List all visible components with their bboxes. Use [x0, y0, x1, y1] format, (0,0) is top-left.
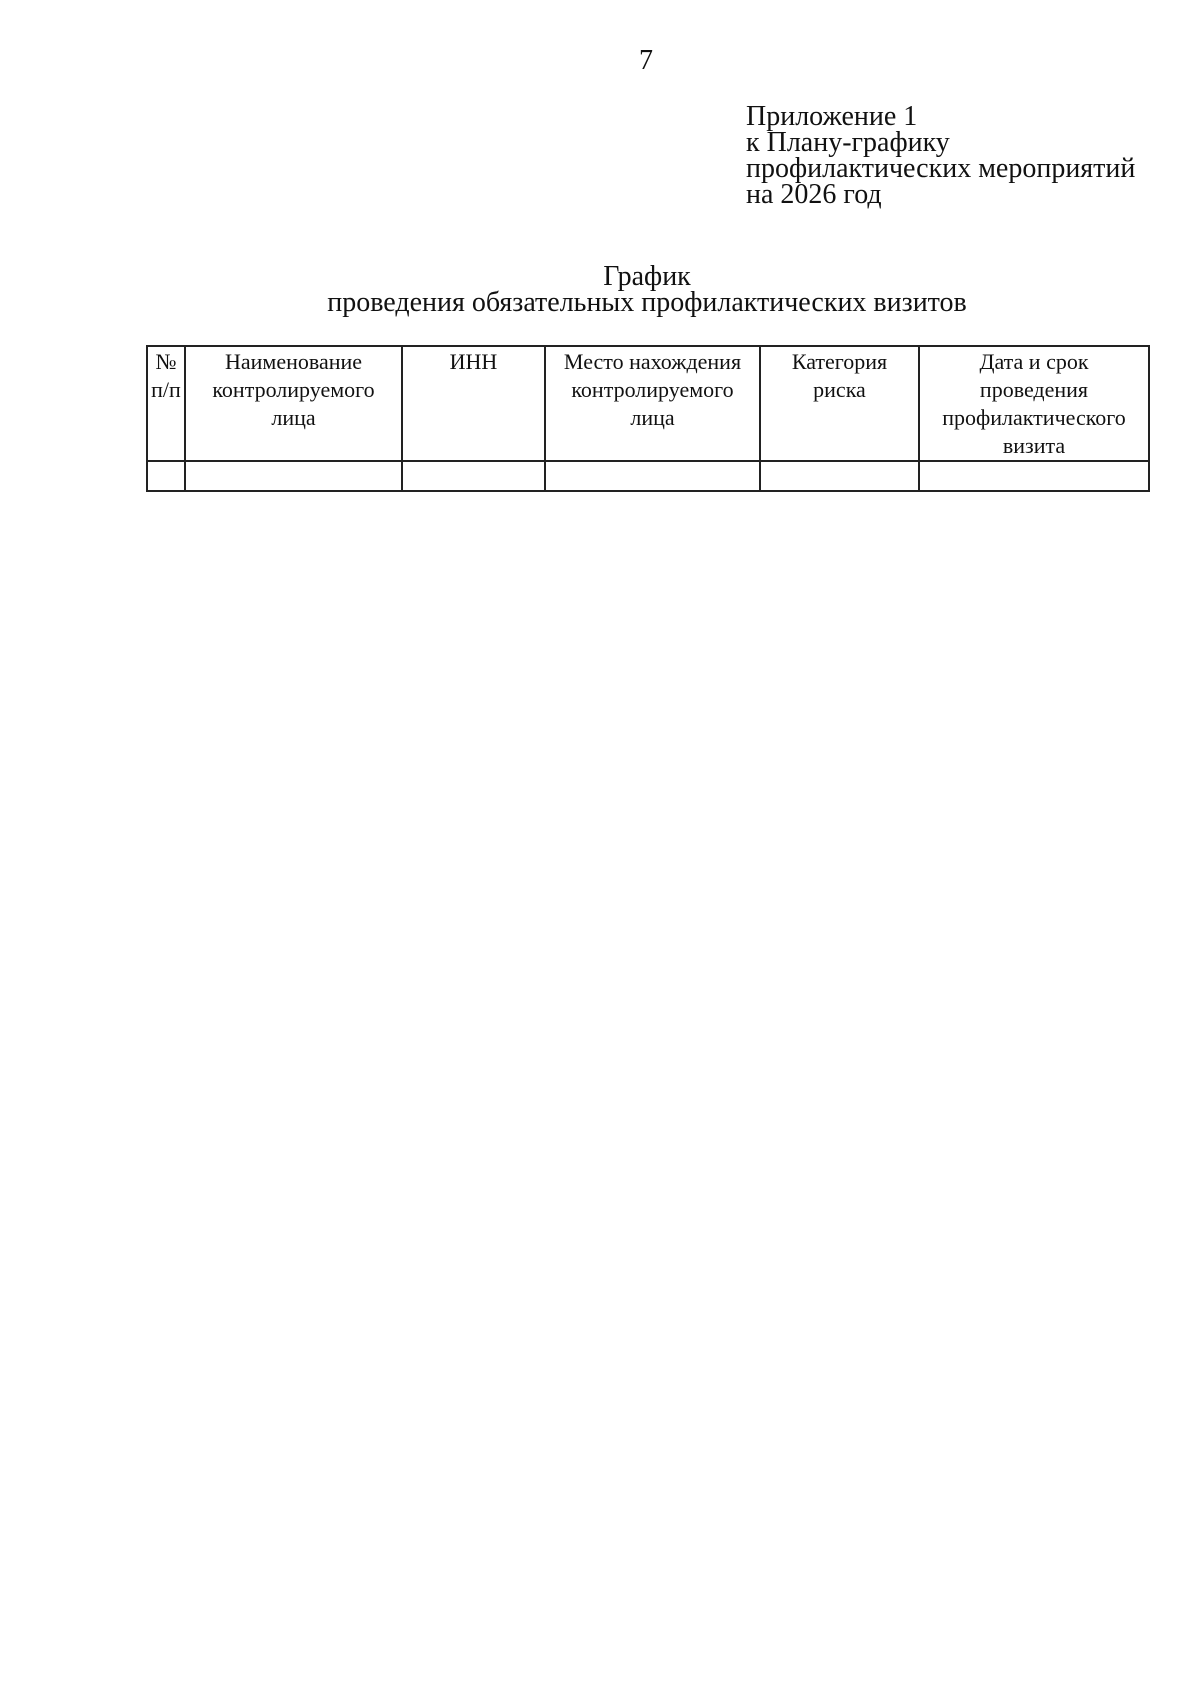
- table-row: [147, 461, 1149, 491]
- header-text: п/п: [151, 377, 181, 402]
- header-text: лица: [630, 405, 675, 430]
- appendix-line: к Плану-графику: [746, 127, 950, 158]
- header-text: ИНН: [449, 349, 498, 374]
- table-cell: [147, 461, 185, 491]
- table-cell: [545, 461, 760, 491]
- header-text: проведения: [979, 377, 1089, 402]
- table-cell: [919, 461, 1149, 491]
- table-cell: [402, 461, 545, 491]
- header-text: контролируемого: [212, 377, 375, 402]
- col-header-inn: [402, 346, 545, 461]
- title-line-1: График: [603, 261, 691, 292]
- header-text: Наименование: [224, 349, 363, 374]
- appendix-block: [746, 101, 1166, 210]
- col-header-name: [185, 346, 402, 461]
- header-text: Место нахождения: [563, 349, 742, 374]
- col-header-visit-date: [919, 346, 1149, 461]
- page-number: 7: [639, 45, 653, 76]
- header-text: риска: [813, 377, 866, 402]
- document-title: [148, 261, 1146, 318]
- header-text: визита: [1002, 433, 1066, 458]
- appendix-line: Приложение 1: [746, 101, 918, 132]
- table-cell: [185, 461, 402, 491]
- header-text: Дата и срок: [979, 349, 1089, 374]
- header-text: лица: [271, 405, 316, 430]
- col-header-location: [545, 346, 760, 461]
- table-header-row: [147, 346, 1149, 461]
- appendix-line: на 2026 год: [746, 179, 882, 210]
- appendix-line: профилактических мероприятий: [746, 153, 1136, 184]
- col-header-number: [147, 346, 185, 461]
- header-text: контролируемого: [571, 377, 734, 402]
- col-header-risk-category: [760, 346, 919, 461]
- header-text: №: [155, 349, 177, 374]
- table-cell: [760, 461, 919, 491]
- header-text: профилактического: [942, 405, 1126, 430]
- title-line-2: проведения обязательных профилактических визитов: [327, 287, 967, 318]
- visit-schedule-table: [146, 345, 1150, 492]
- header-text: Категория: [791, 349, 888, 374]
